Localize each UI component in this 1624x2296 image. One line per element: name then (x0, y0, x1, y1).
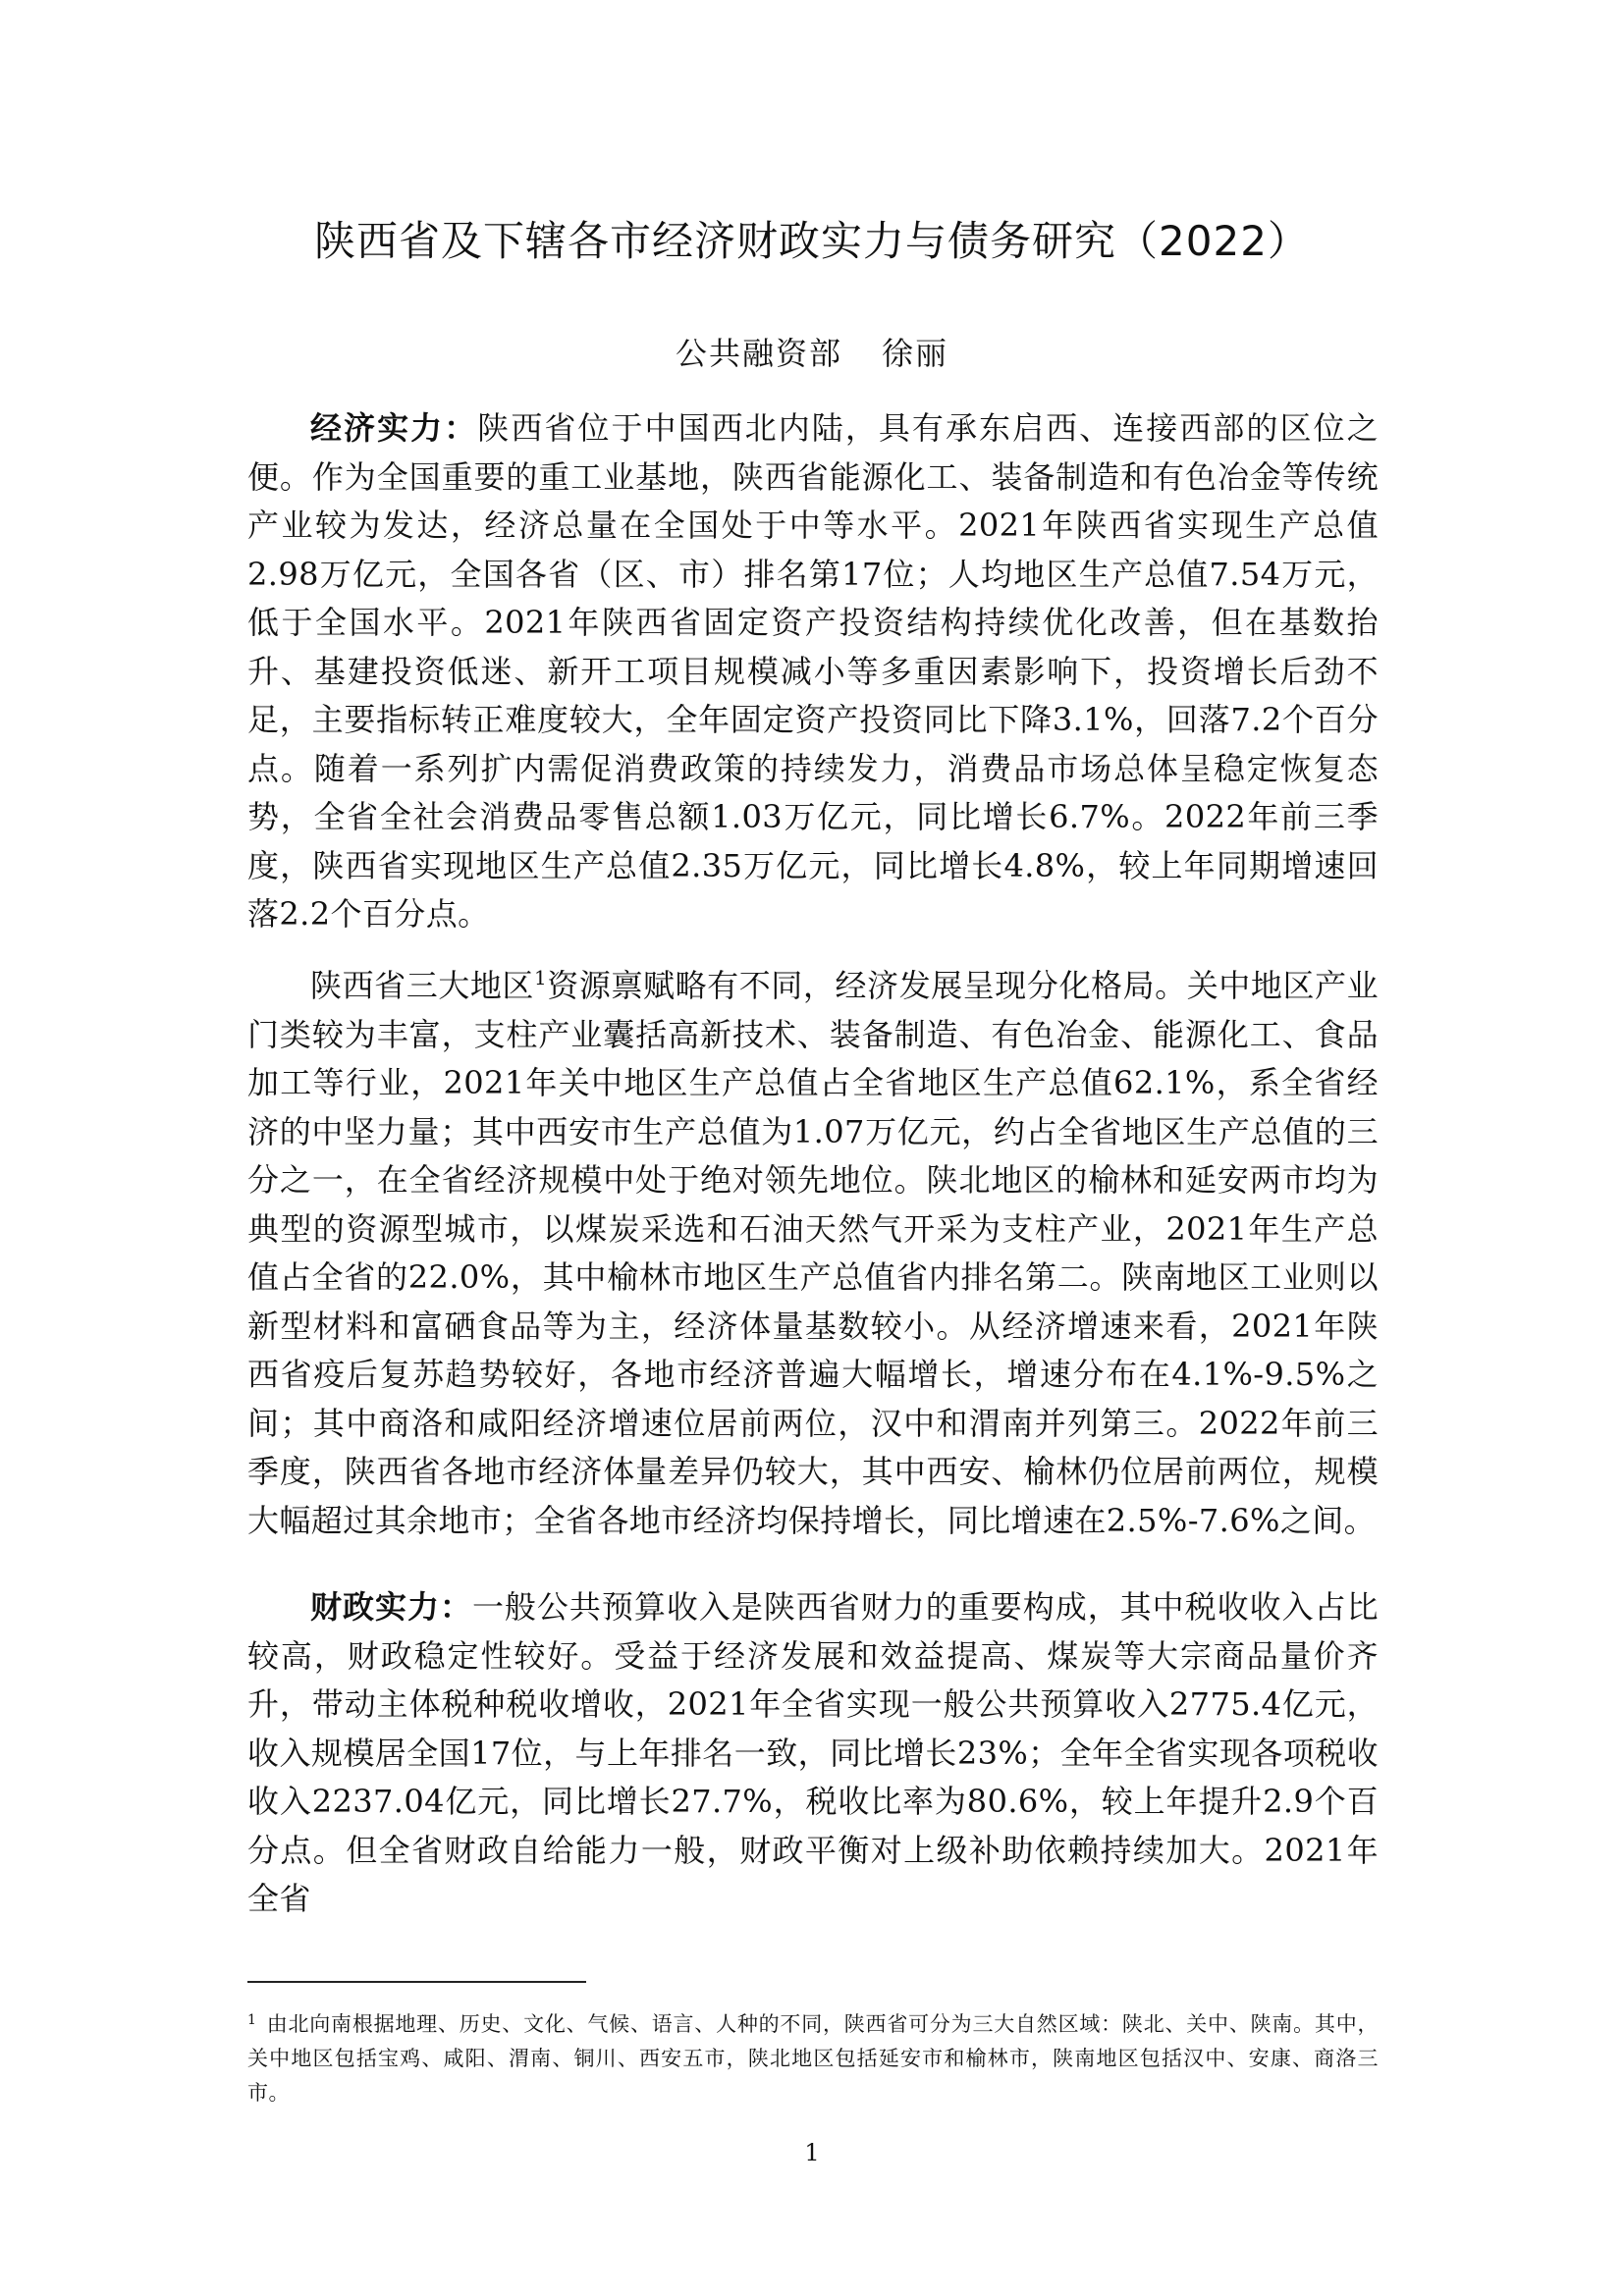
footnote-reference[interactable]: 1 (534, 966, 548, 989)
author-line (147, 332, 1477, 375)
paragraph-economic-strength (247, 404, 1379, 939)
paragraph-lead-economic: 经济实力： (310, 409, 478, 447)
paragraph-text: 陕西省三大地区 (310, 967, 535, 1004)
paragraph-text: 一般公共预算收入是陕西省财力的重要构成，其中税收收入占比较高，财政稳定性较好。受益于经济发展和效益提高、煤炭等大宗商品量价齐升，带动主体税种税收增收，2021年全省实现一般公共预算收入2775.4亿元，收入规模居全国17位，与上年排名一致，同比增长23%；全年全省实现各项税收收入2237.04亿元，同比增长27.7%，税收比率为80.6%，较上年提升2.9个百分点。但全省财政自给能力一般，财政平衡对上级补助依赖持续加大。2021年全省 (247, 1588, 1379, 1917)
paragraph-text: 陕西省位于中国西北内陆，具有承东启西、连接西部的区位之便。作为全国重要的重工业基地，陕西省能源化工、装备制造和有色冶金等传统产业较为发达，经济总量在全国处于中等水平。2021年陕西省实现生产总值2.98万亿元，全国各省（区、市）排名第17位；人均地区生产总值7.54万元，低于全国水平。2021年陕西省固定资产投资结构持续优化改善，但在基数抬升、基建投资低迷、新开工项目规模减小等多重因素影响下，投资增长后劲不足，主要指标转正难度较大，全年固定资产投资同比下降3.1%，回落7.2个百分点。随着一系列扩内需促消费政策的持续发力，消费品市场总体呈稳定恢复态势，全省全社会消费品零售总额1.03万亿元，同比增长6.7%。2022年前三季度，陕西省实现地区生产总值2.35万亿元，同比增长4.8%，较上年同期增速回落2.2个百分点。 (247, 409, 1379, 933)
footnote-text: 由北向南根据地理、历史、文化、气候、语言、人种的不同，陕西省可分为三大自然区域：陕北、关中、陕南。其中，关中地区包括宝鸡、咸阳、渭南、铜川、西安五市，陕北地区包括延安市和榆林市，陕南地区包括汉中、安康、商洛三市。 (247, 2012, 1379, 2105)
paragraph-text: 资源禀赋略有不同，经济发展呈现分化格局。关中地区产业门类较为丰富，支柱产业囊括高新技术、装备制造、有色冶金、能源化工、食品加工等行业，2021年关中地区生产总值占全省地区生产总值62.1%，系全省经济的中坚力量；其中西安市生产总值为1.07万亿元，约占全省地区生产总值的三分之一，在全省经济规模中处于绝对领先地位。陕北地区的榆林和延安两市均为典型的资源型城市，以煤炭采选和石油天然气开采为支柱产业，2021年生产总值占全省的22.0%，其中榆林市地区生产总值省内排名第二。陕南地区工业则以新型材料和富硒食品等为主，经济体量基数较小。从经济增速来看，2021年陕西省疫后复苏趋势较好，各地市经济普遍大幅增长，增速分布在4.1%-9.5%之间；其中商洛和咸阳经济增速位居前两位，汉中和渭南并列第三。2022年前三季度，陕西省各地市经济体量差异仍较大，其中西安、榆林仍位居前两位，规模大幅超过其余地市；全省各地市经济均保持增长，同比增速在2.5%-7.6%之间。 (247, 967, 1379, 1539)
paragraph-lead-fiscal: 财政实力： (310, 1588, 472, 1626)
footnote-mark: 1 (247, 2012, 257, 2028)
footnote (247, 2007, 1379, 2110)
document-title: 陕西省及下辖各市经济财政实力与债务研究（2022） (314, 217, 1310, 265)
paragraph-fiscal-strength (247, 1583, 1379, 1924)
page-number: 1 (804, 2139, 820, 2166)
author-department: 公共融资部 (675, 335, 842, 372)
paragraph-regional-economy (247, 962, 1379, 1545)
author-name: 徐丽 (882, 335, 949, 372)
footnote-separator (247, 1981, 586, 1983)
